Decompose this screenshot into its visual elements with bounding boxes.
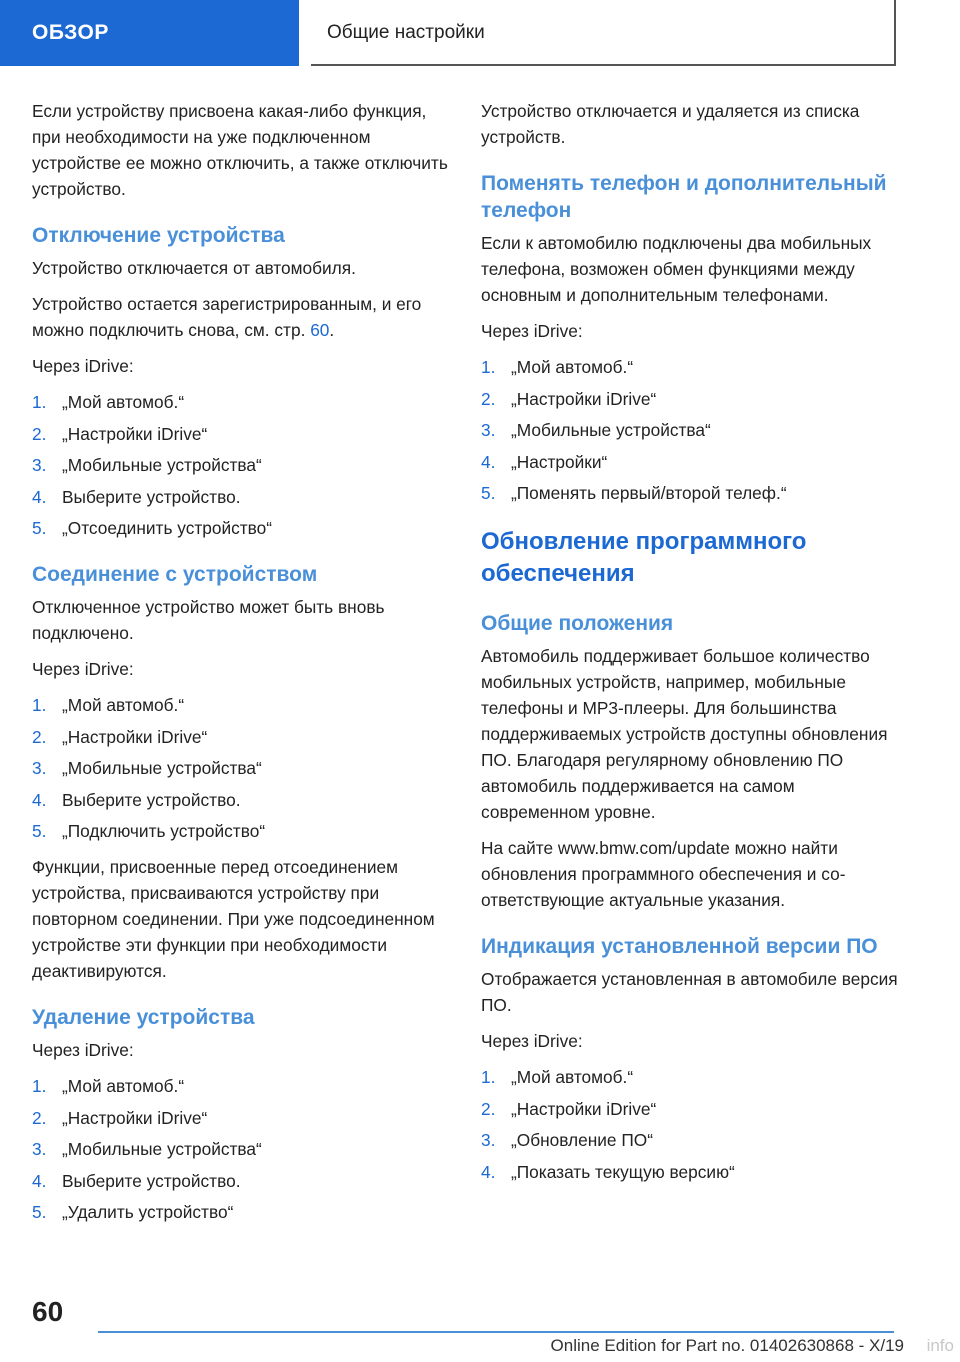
step-text: „Удалить устройство“: [62, 1202, 234, 1222]
list-item: [481, 417, 899, 443]
step-number: 1.: [481, 1067, 496, 1087]
connect-note: Функции, присвоенные перед отсоединением устройства, присваиваются устройству при повторном соединении. При уже подсоединенном устройстве эти функции при необходимости деактивируются.: [32, 857, 435, 981]
step-number: 5.: [32, 821, 47, 841]
list-item: [32, 787, 450, 813]
list-item: [32, 755, 450, 781]
step-number: 4.: [481, 451, 496, 472]
step-text: „Мобильные устройства“: [62, 1139, 262, 1159]
list-item: [32, 452, 450, 478]
remove-via: Через iDrive:: [32, 1040, 134, 1060]
disconnect-via: Через iDrive:: [32, 356, 134, 376]
remove-steps: [32, 1073, 450, 1225]
page-number: 60: [32, 1296, 64, 1327]
step-number: 1.: [32, 1076, 47, 1096]
list-item: [481, 1127, 899, 1153]
step-number: 5.: [481, 483, 496, 503]
step-text: „Обновление ПО“: [511, 1130, 653, 1150]
list-item: [481, 1159, 899, 1185]
step-number: 3.: [481, 1130, 496, 1150]
disconnect-note-text: Устройство остается зарегистрированным, и его можно подключить снова, см. стр.: [32, 294, 422, 340]
list-item: [32, 1168, 450, 1194]
footer-edition: Online Edition for Part no. 01402630868 - X/19: [550, 1336, 904, 1355]
step-text: „Поменять первый/второй телеф.“: [511, 483, 787, 503]
remove-heading: Удаление устройства: [32, 1006, 255, 1029]
list-item: [481, 1064, 899, 1090]
swap-steps: [481, 354, 899, 506]
swap-heading: Поменять телефон и дополнительный телефон: [481, 172, 887, 222]
list-item: [32, 1199, 450, 1225]
list-item: [32, 818, 450, 844]
step-number: 3.: [481, 420, 496, 440]
step-text: Выберите устройство.: [62, 789, 241, 810]
step-number: 4.: [32, 1170, 47, 1191]
watermark: info: [926, 1336, 954, 1355]
swap-text: Если к автомобилю подключены два мобильных телефона, возможен обмен функциями между основным и дополнительным телефонами.: [481, 233, 872, 305]
connect-steps: [32, 692, 450, 844]
left-column: [32, 98, 450, 1235]
connect-heading: Соединение с устройством: [32, 563, 318, 586]
page-header: [0, 0, 960, 66]
list-item: [32, 515, 450, 541]
list-item: [32, 1136, 450, 1162]
disconnect-note: Устройство остается зарегистрированным, и его можно подключить снова, см. стр. 60.: [32, 294, 422, 340]
list-item: [32, 389, 450, 415]
step-number: 2.: [481, 1098, 496, 1119]
step-number: 5.: [32, 518, 47, 538]
step-text: „Мой автомоб.“: [511, 357, 634, 377]
connect-via: Через iDrive:: [32, 659, 134, 679]
step-text: Выберите устройство.: [62, 486, 241, 507]
list-item: [481, 1096, 899, 1122]
version-heading: Индикация установленной версии ПО: [481, 935, 878, 958]
intro-paragraph: Если устройству присвоена какая-либо функция, при необходимости на уже подключенном устройстве ее можно отключить, а также отключить устройство.: [32, 101, 448, 199]
step-text: „Мой автомоб.“: [62, 695, 185, 715]
update-website-text: На сайте www.bmw.com/update можно найти обновления программного обеспечения и соответствующие актуальные указания.: [481, 838, 846, 910]
step-text: „Отсоединить устройство“: [62, 518, 273, 538]
step-text: „Мой автомоб.“: [511, 1067, 634, 1087]
footer-divider: [98, 1331, 894, 1333]
step-text: „Показать текущую версию“: [511, 1161, 735, 1182]
connect-text: Отключенное устройство может быть вновь подключено.: [32, 597, 385, 643]
step-text: „Мобильные устройства“: [62, 758, 262, 778]
step-number: 3.: [32, 1139, 47, 1159]
step-text: „Мой автомоб.“: [62, 1076, 185, 1096]
section-tab: ОБЗОР: [0, 0, 299, 66]
step-number: 3.: [32, 758, 47, 778]
step-number: 2.: [32, 1107, 47, 1128]
step-number: 4.: [32, 486, 47, 507]
disconnect-heading: Отключение устройства: [32, 224, 285, 247]
list-item: [481, 354, 899, 380]
list-item: [32, 484, 450, 510]
remove-result-paragraph: Устройство отключается и удаляется из списка устройств.: [481, 101, 860, 147]
list-item: [32, 692, 450, 718]
step-number: 4.: [32, 789, 47, 810]
step-number: 2.: [32, 423, 47, 444]
step-text: „Настройки“: [511, 451, 608, 472]
step-number: 2.: [32, 726, 47, 747]
update-heading: Обновление программного обеспечения: [481, 528, 807, 587]
step-text: „Настройки iDrive“: [62, 423, 208, 444]
topic-box: [311, 0, 896, 66]
step-number: 1.: [32, 695, 47, 715]
step-number: 3.: [32, 455, 47, 475]
step-text: „Настройки iDrive“: [511, 1098, 657, 1119]
list-item: [32, 724, 450, 750]
step-text: „Настройки iDrive“: [62, 1107, 208, 1128]
general-heading: Общие положения: [481, 612, 674, 635]
step-text: „Настройки iDrive“: [62, 726, 208, 747]
version-steps: [481, 1064, 899, 1185]
step-text: „Мобильные устройства“: [511, 420, 711, 440]
step-text: „Подключить устройство“: [62, 821, 266, 841]
list-item: [32, 1073, 450, 1099]
step-text: „Настройки iDrive“: [511, 388, 657, 409]
step-text: Выберите устройство.: [62, 1170, 241, 1191]
list-item: [481, 386, 899, 412]
version-via: Через iDrive:: [481, 1031, 583, 1051]
step-text: „Мой автомоб.“: [62, 392, 185, 412]
list-item: [32, 421, 450, 447]
list-item: [32, 1105, 450, 1131]
swap-via: Через iDrive:: [481, 321, 583, 341]
step-number: 2.: [481, 388, 496, 409]
right-column: [481, 98, 899, 1195]
step-number: 1.: [481, 357, 496, 377]
disconnect-text: Устройство отключается от автомобиля.: [32, 258, 356, 278]
page-ref-link[interactable]: 60: [310, 320, 330, 340]
list-item: [481, 449, 899, 475]
update-text: Автомобиль поддерживает большое количество мобильных устройств, например, мобильные телефоны и MP3-плееры. Для большинства поддерживаемых устройств доступны обновления ПО. Благодаря регулярному обновлению ПО автомобиль поддерживается на самом современном уровне.: [481, 646, 888, 822]
version-text: Отображается установленная в автомобиле версия ПО.: [481, 969, 898, 1015]
topic-title: Общие настройки: [327, 22, 485, 43]
disconnect-steps: [32, 389, 450, 541]
list-item: [481, 480, 899, 506]
step-number: 5.: [32, 1202, 47, 1222]
step-text: „Мобильные устройства“: [62, 455, 262, 475]
step-number: 4.: [481, 1161, 496, 1182]
step-number: 1.: [32, 392, 47, 412]
